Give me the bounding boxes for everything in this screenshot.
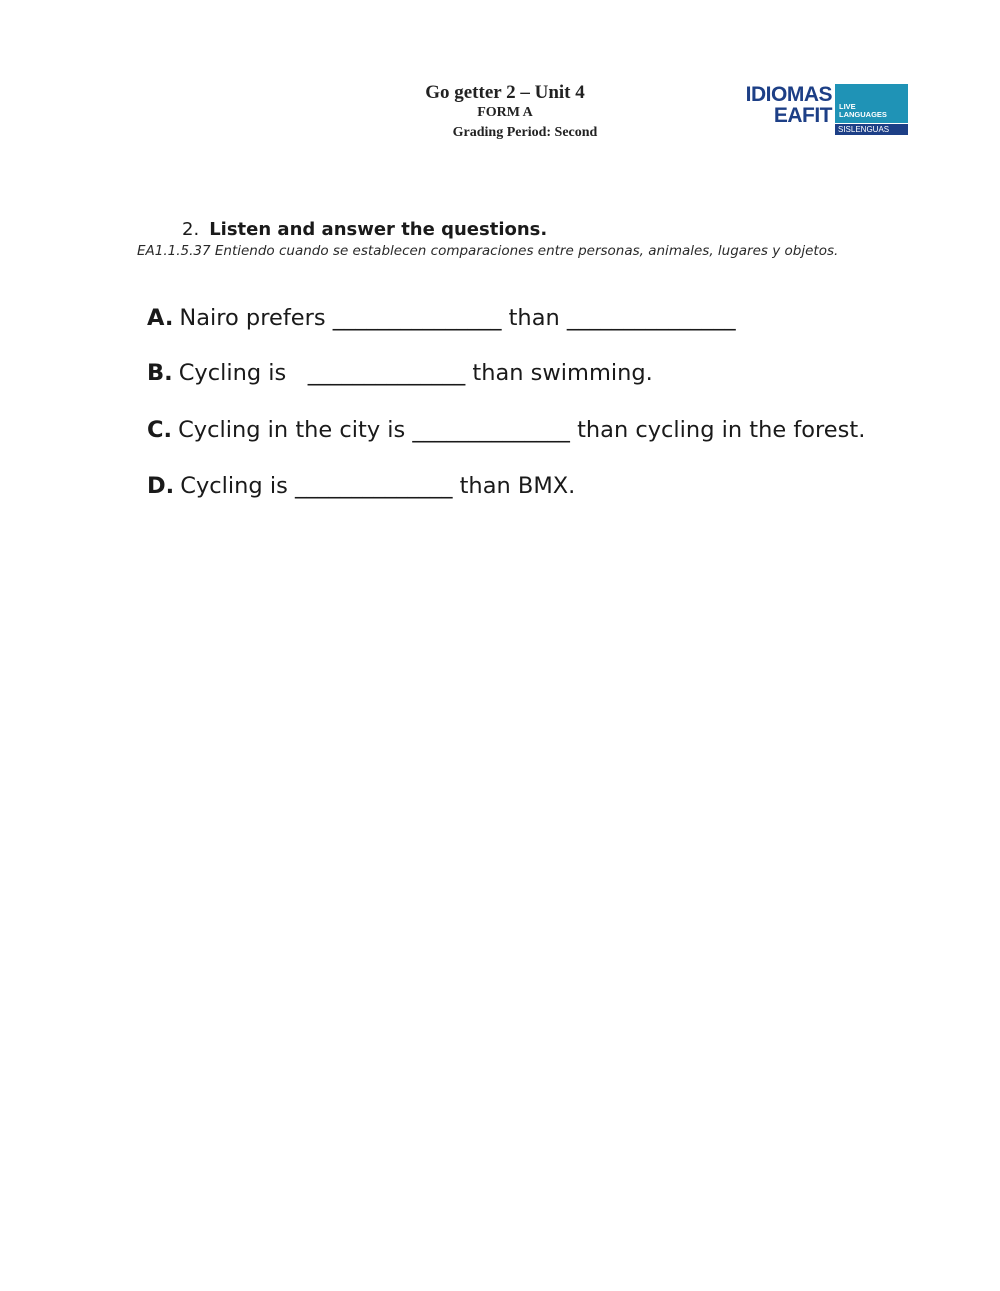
question-text: Nairo prefers _______________ than _______________ bbox=[179, 305, 736, 331]
grading-period: Grading Period: Second bbox=[452, 125, 598, 140]
logo-tagline bbox=[839, 103, 887, 119]
logo-tag-languages: LANGUAGES bbox=[839, 110, 887, 119]
logo-band: SISLENGUAS bbox=[835, 124, 908, 135]
question-text: Cycling is ______________ than swimming. bbox=[178, 360, 653, 386]
document-header bbox=[380, 82, 650, 144]
question-text: Cycling in the city is ______________ than cycling in the forest. bbox=[178, 417, 866, 443]
instruction-text: Listen and answer the questions. bbox=[209, 219, 548, 240]
logo-line-idiomas: IDIOMAS bbox=[745, 83, 832, 106]
form-label: FORM A bbox=[477, 105, 533, 120]
question-letter: B. bbox=[147, 360, 173, 386]
logo-line-eafit: EAFIT bbox=[773, 104, 832, 127]
question-d bbox=[147, 472, 575, 500]
instruction-number: 2. bbox=[182, 219, 200, 240]
question-letter: C. bbox=[147, 417, 173, 443]
idiomas-eafit-logo bbox=[732, 84, 908, 136]
standard-descriptor: EA1.1.5.37 Entiendo cuando se establecen comparaciones entre personas, animales, lugares y objetos. bbox=[137, 243, 839, 259]
question-letter: A. bbox=[147, 305, 174, 331]
question-c bbox=[147, 416, 865, 444]
logo-tag-live: LIVE bbox=[839, 102, 856, 111]
instruction bbox=[182, 219, 547, 241]
logo-wordmark bbox=[746, 84, 832, 126]
logo-teal-box bbox=[835, 84, 908, 123]
question-text: Cycling is ______________ than BMX. bbox=[180, 473, 576, 499]
question-a bbox=[147, 304, 736, 332]
document-title: Go getter 2 – Unit 4 bbox=[425, 82, 585, 103]
question-letter: D. bbox=[147, 473, 175, 499]
question-b bbox=[147, 359, 653, 387]
